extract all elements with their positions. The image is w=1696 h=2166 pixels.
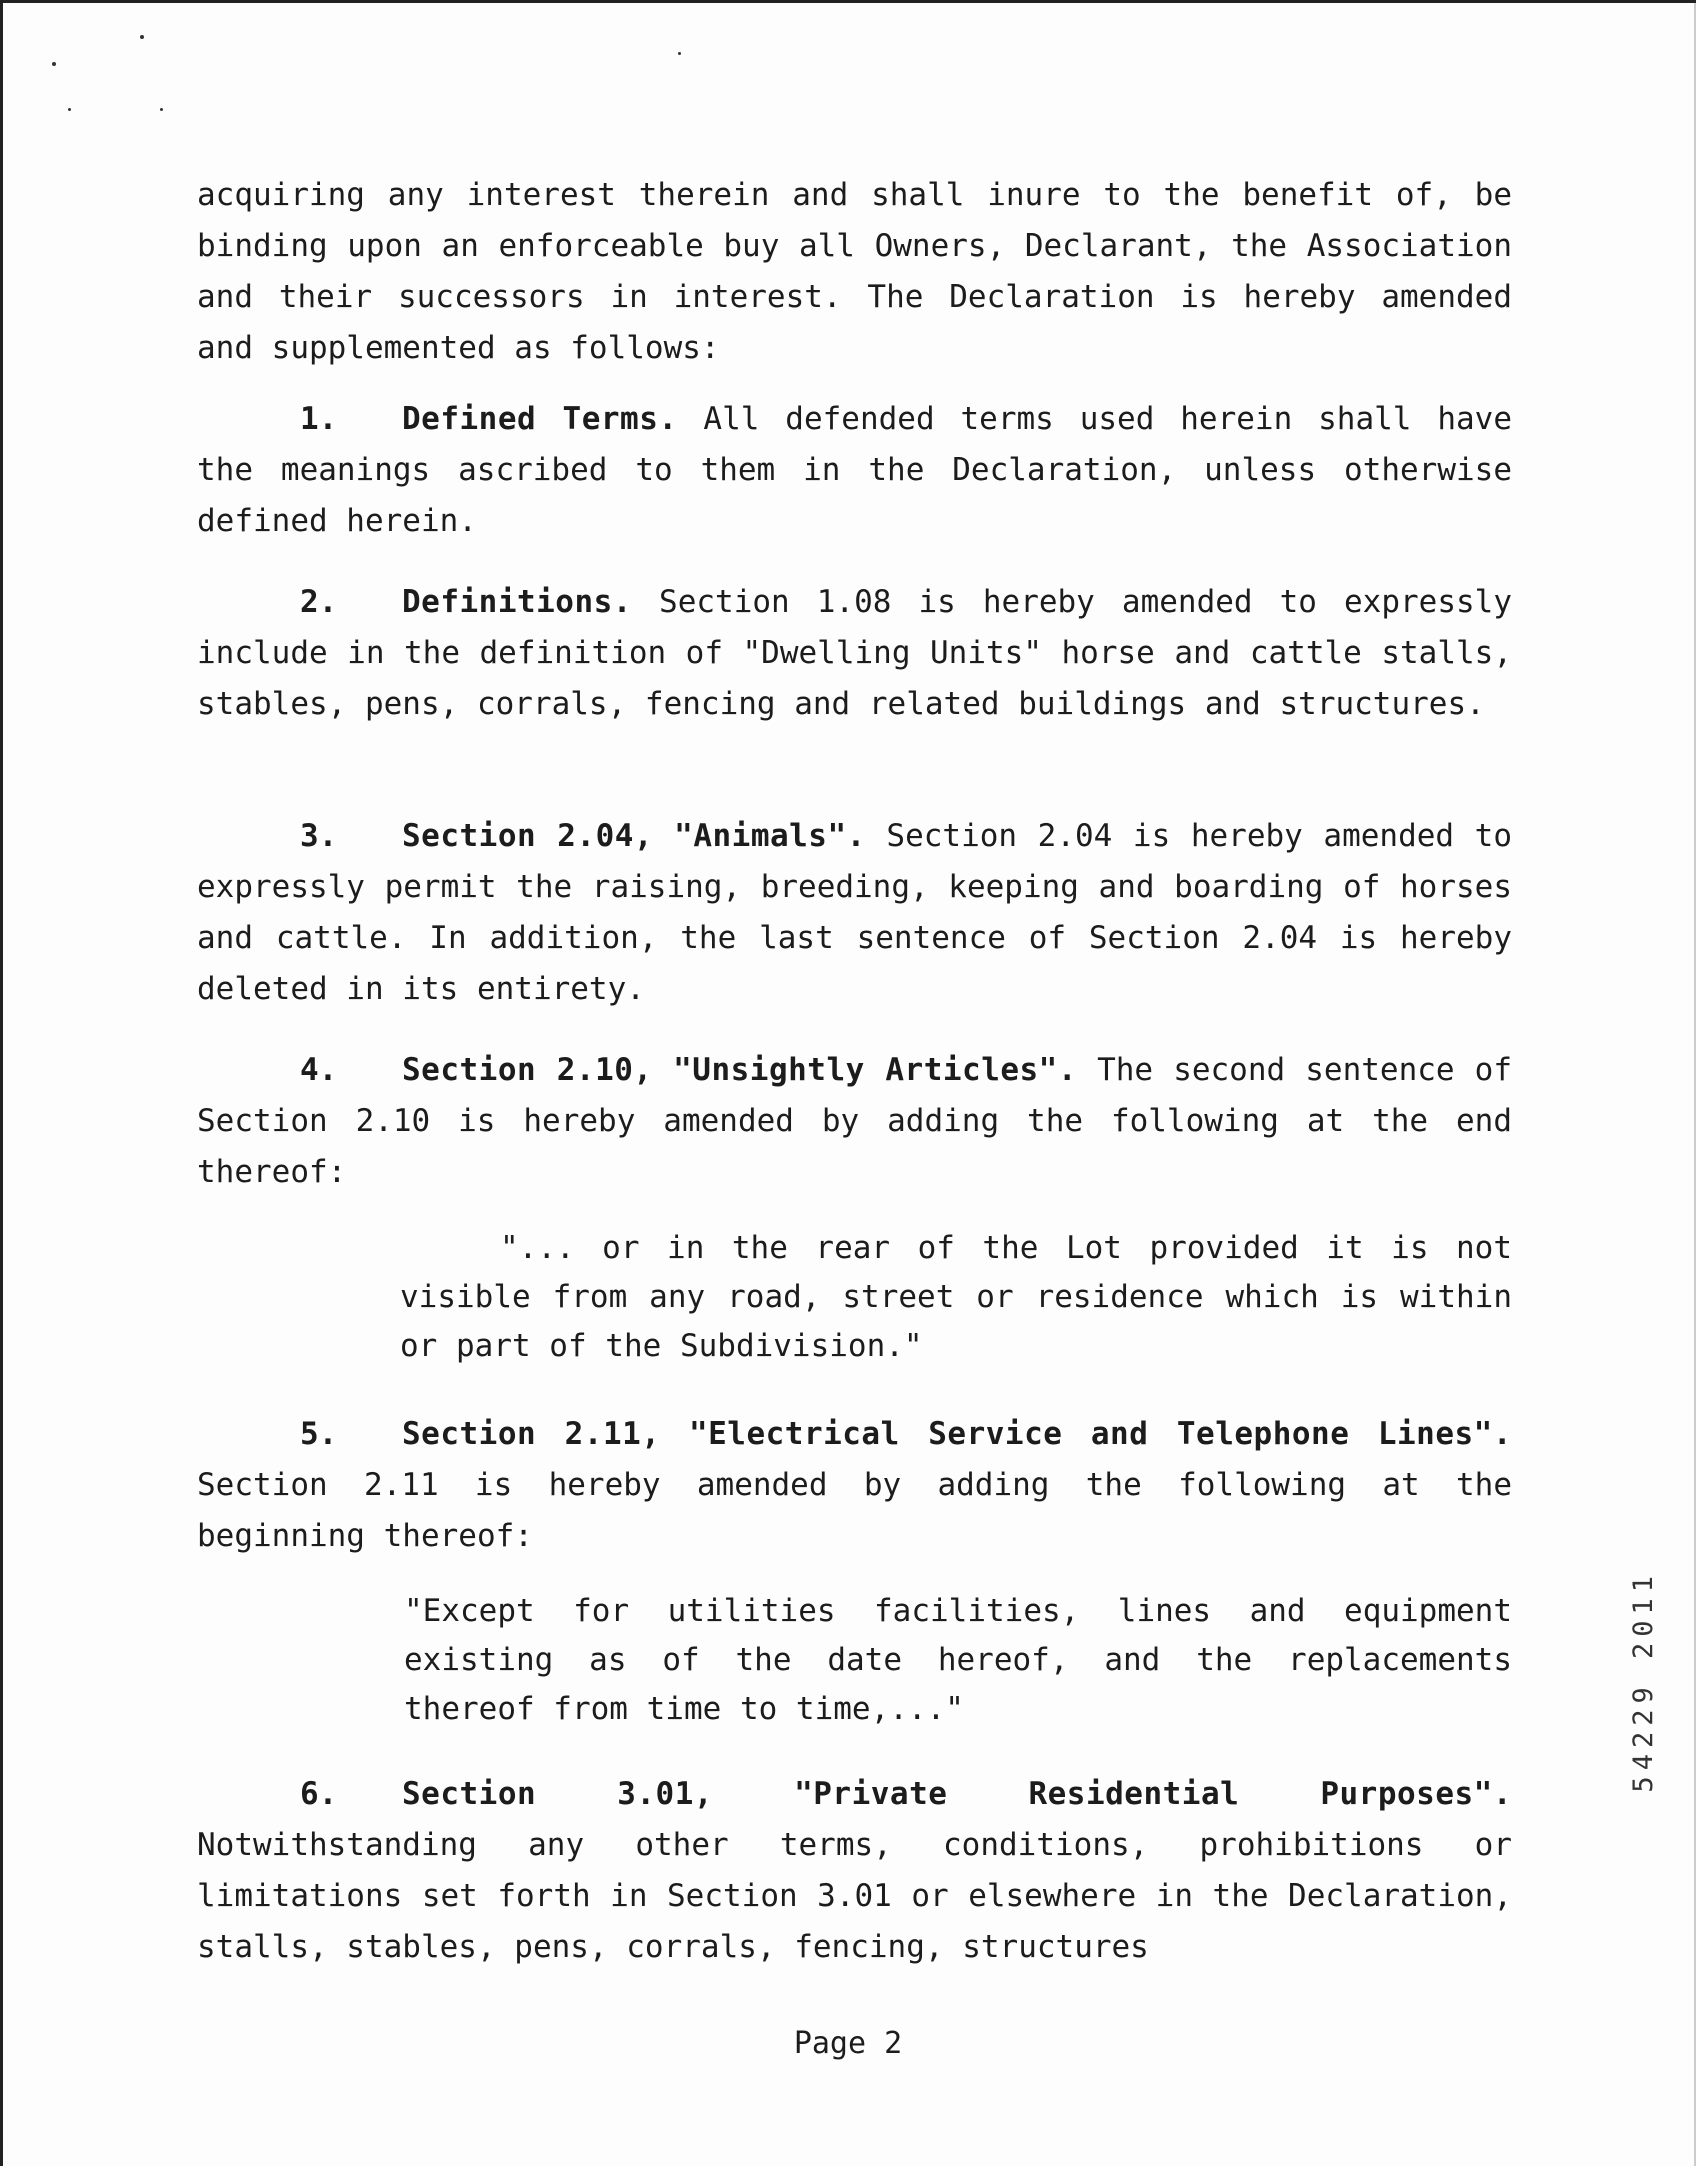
item-body: The second sentence of Section 2.10 is hereby amended by adding the following at the end thereof: xyxy=(197,1052,1512,1190)
item-heading: Section 2.04, "Animals". xyxy=(402,818,866,854)
item-number: 4. xyxy=(300,1052,338,1088)
item-4 xyxy=(197,1045,1512,1198)
item-heading: Section 2.11, "Electrical Service and Telephone Lines". xyxy=(402,1416,1512,1452)
scan-speck xyxy=(52,62,56,66)
item-heading: Definitions. xyxy=(402,584,632,620)
intro-paragraph xyxy=(197,170,1512,374)
item-number: 6. xyxy=(300,1776,338,1812)
recording-stamp: 54229 2011 xyxy=(1628,1570,1659,1793)
item-5 xyxy=(197,1409,1512,1562)
item-3 xyxy=(197,811,1512,1015)
scan-speck xyxy=(160,108,163,111)
item-number: 2. xyxy=(300,584,338,620)
item-heading: Section 3.01, "Private Residential Purposes". xyxy=(402,1776,1512,1812)
item-1 xyxy=(197,394,1512,547)
scan-speck xyxy=(68,108,71,111)
quote-text: "Except for utilities facilities, lines and equipment existing as of the date hereof, and the replacements thereof from time to time,..." xyxy=(404,1593,1512,1727)
item-body: All defended terms used herein shall have the meanings ascribed to them in the Declaration, unless otherwise defined herein. xyxy=(197,401,1513,539)
item-body: Notwithstanding any other terms, conditions, prohibitions or limitations set forth in Section 3.01 or elsewhere in the Declaration, stalls, stables, pens, corrals, fencing, structures xyxy=(197,1827,1512,1965)
scan-speck xyxy=(678,52,681,55)
item-body: Section 2.04 is hereby amended to expressly permit the raising, breeding, keeping and boarding of horses and cattle. In addition, the last sentence of Section 2.04 is hereby deleted in its entirety. xyxy=(197,818,1512,1007)
item-heading: Defined Terms. xyxy=(402,401,678,437)
item-number: 3. xyxy=(300,818,338,854)
scan-speck xyxy=(140,35,144,39)
quote-item-4 xyxy=(400,1224,1512,1371)
intro-text: acquiring any interest therein and shall inure to the benefit of, be binding upon an enforceable buy all Owners, Declarant, the Association and their successors in interest. The Declaration is hereby amended and supplemented as follows: xyxy=(197,177,1512,366)
item-6 xyxy=(197,1769,1512,1973)
item-number: 5. xyxy=(300,1416,338,1452)
page-number: Page 2 xyxy=(793,2026,903,2061)
item-body: Section 2.11 is hereby amended by adding the following at the beginning thereof: xyxy=(197,1467,1512,1554)
item-heading: Section 2.10, "Unsightly Articles". xyxy=(402,1052,1078,1088)
item-body: Section 1.08 is hereby amended to expressly include in the definition of "Dwelling Units" horse and cattle stalls, stables, pens, corrals, fencing and related buildings and structures. xyxy=(197,584,1512,722)
quote-text: "... or in the rear of the Lot provided it is not visible from any road, street or residence which is within or part of the Subdivision." xyxy=(400,1230,1512,1364)
item-2 xyxy=(197,577,1512,730)
item-number: 1. xyxy=(300,401,338,437)
quote-item-5 xyxy=(404,1587,1512,1734)
